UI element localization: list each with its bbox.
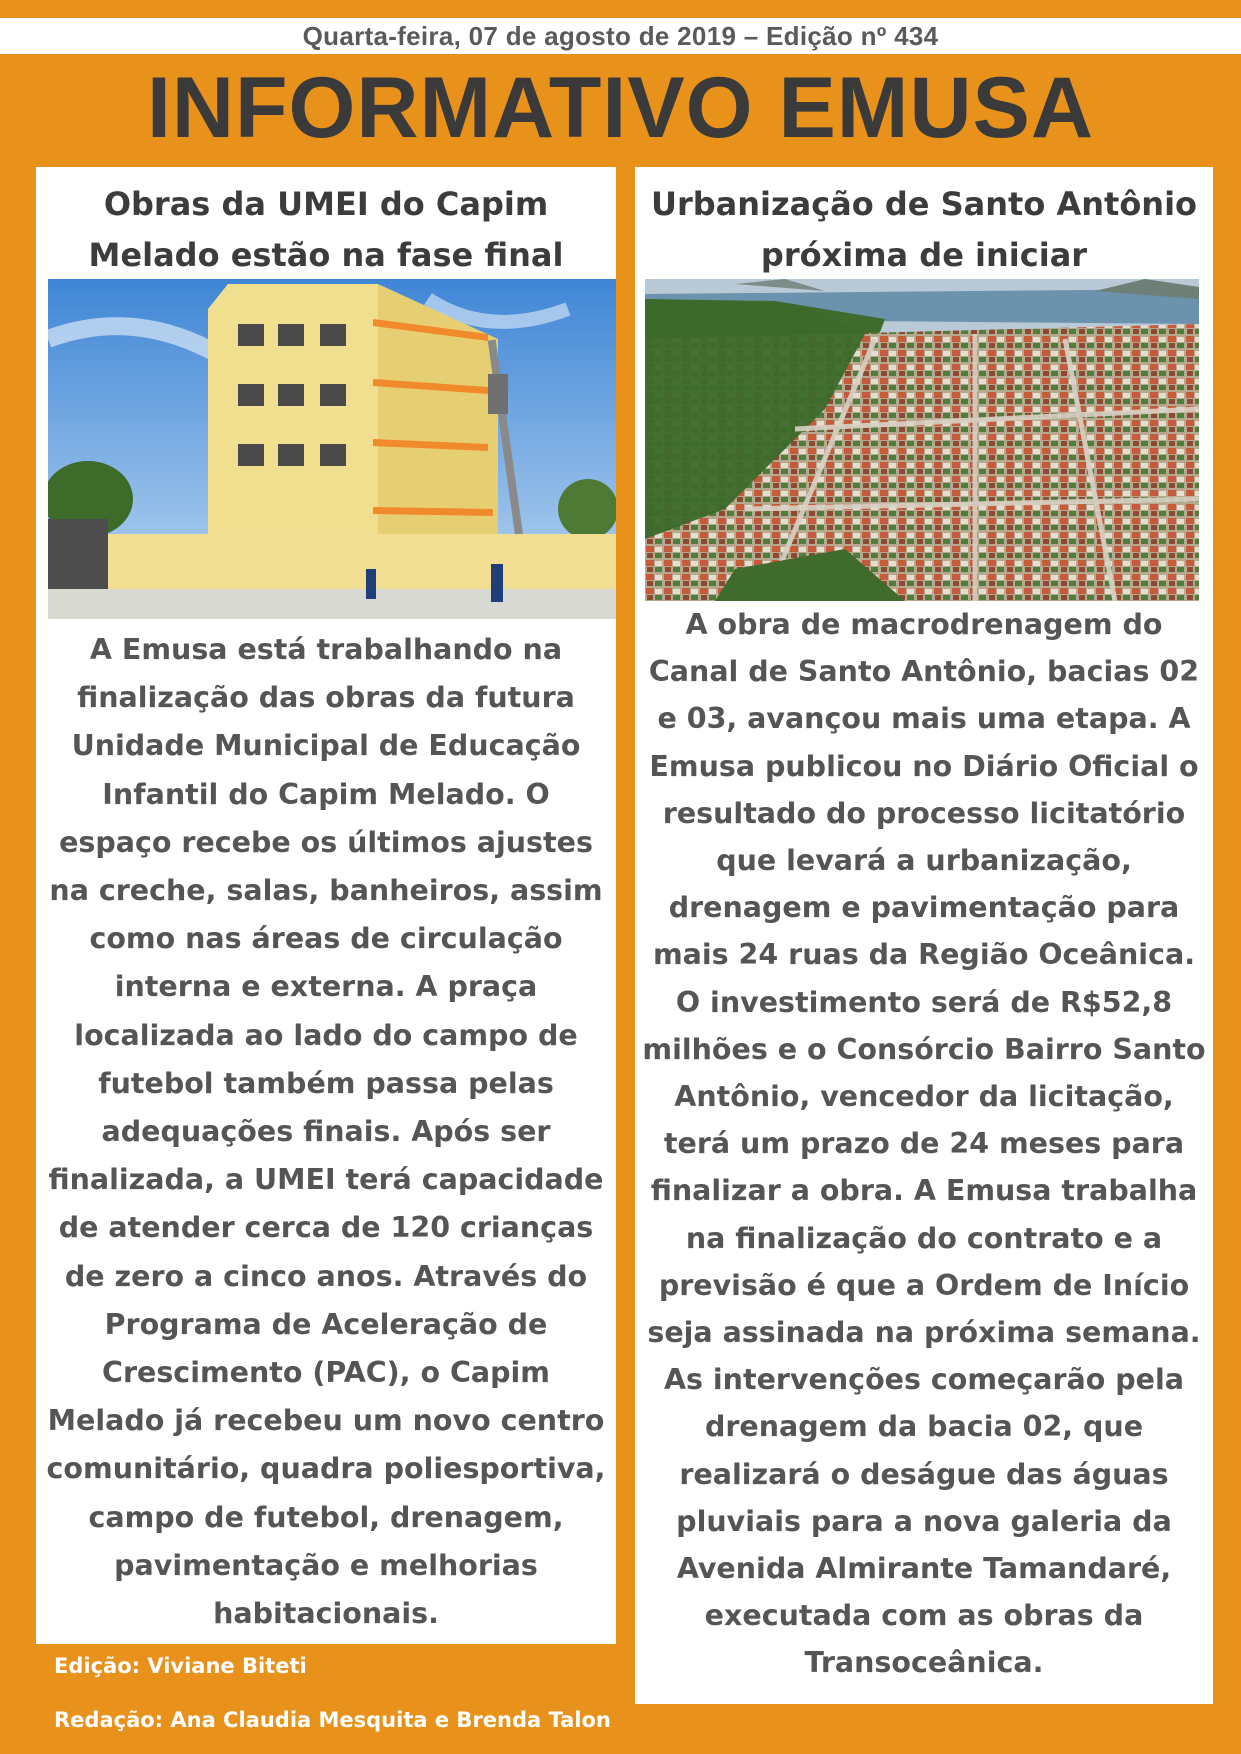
headline-line: Obras da UMEI do Capim — [103, 185, 549, 223]
school-building-photo — [48, 279, 616, 619]
article-right — [635, 167, 1213, 1704]
masthead-title: INFORMATIVO EMUSA — [146, 60, 1095, 156]
aerial-neighborhood-photo — [645, 279, 1199, 601]
article-right-headline — [635, 179, 1213, 281]
article-left — [36, 167, 616, 1644]
credit-editor: Edição: Viviane Biteti — [54, 1654, 307, 1678]
headline-line: próxima de iniciar — [760, 236, 1088, 274]
article-left-body: A Emusa está trabalhando na finalização das obras da futura Unidade Municipal de Educação Infantil do Capim Melado. O espaço recebe os últimos ajustes na creche, salas, banheiros, assim como nas áreas de circulação interna e externa. A praça localizada ao lado do campo de futebol também passa pelas adequações finais. Após ser finalizada, a UMEI terá capacidade de atender cerca de 120 crianças de zero a cinco anos. Através do Programa de Aceleração de Crescimento (PAC), o Capim Melado já recebeu um novo centro comunitário, quadra poliesportiva, campo de futebol, drenagem, pavimentação e melhorias habitacionais. — [46, 633, 606, 1631]
headline-line: Urbanização de Santo Antônio — [650, 185, 1198, 223]
article-right-body: A obra de macrodrenagem do Canal de Santo Antônio, bacias 02 e 03, avançou mais uma etapa. A Emusa publicou no Diário Oficial o resultado do processo licitatório que levará a urbanização, drenagem e pavimentação para mais 24 ruas da Região Oceânica. O investimento será de R$52,8 milhões e o Consórcio Bairro Santo Antônio, vencedor da licitação, terá um prazo de 24 meses para finalizar a obra. A Emusa trabalha na finalização do contrato e a previsão é que a Ordem de Início seja assinada na próxima semana. As intervenções começarão pela drenagem da bacia 02, que realizará o deságue das águas pluviais para a nova galeria da Avenida Almirante Tamandaré, executada com as obras da Transoceânica. — [642, 608, 1206, 1680]
dateline-bar — [0, 18, 1241, 54]
headline-line: Melado estão na fase final — [88, 236, 564, 274]
article-left-headline — [36, 179, 616, 281]
dateline: Quarta-feira, 07 de agosto de 2019 – Edição nº 434 — [302, 20, 939, 51]
credit-writers: Redação: Ana Claudia Mesquita e Brenda Talon — [54, 1708, 611, 1732]
